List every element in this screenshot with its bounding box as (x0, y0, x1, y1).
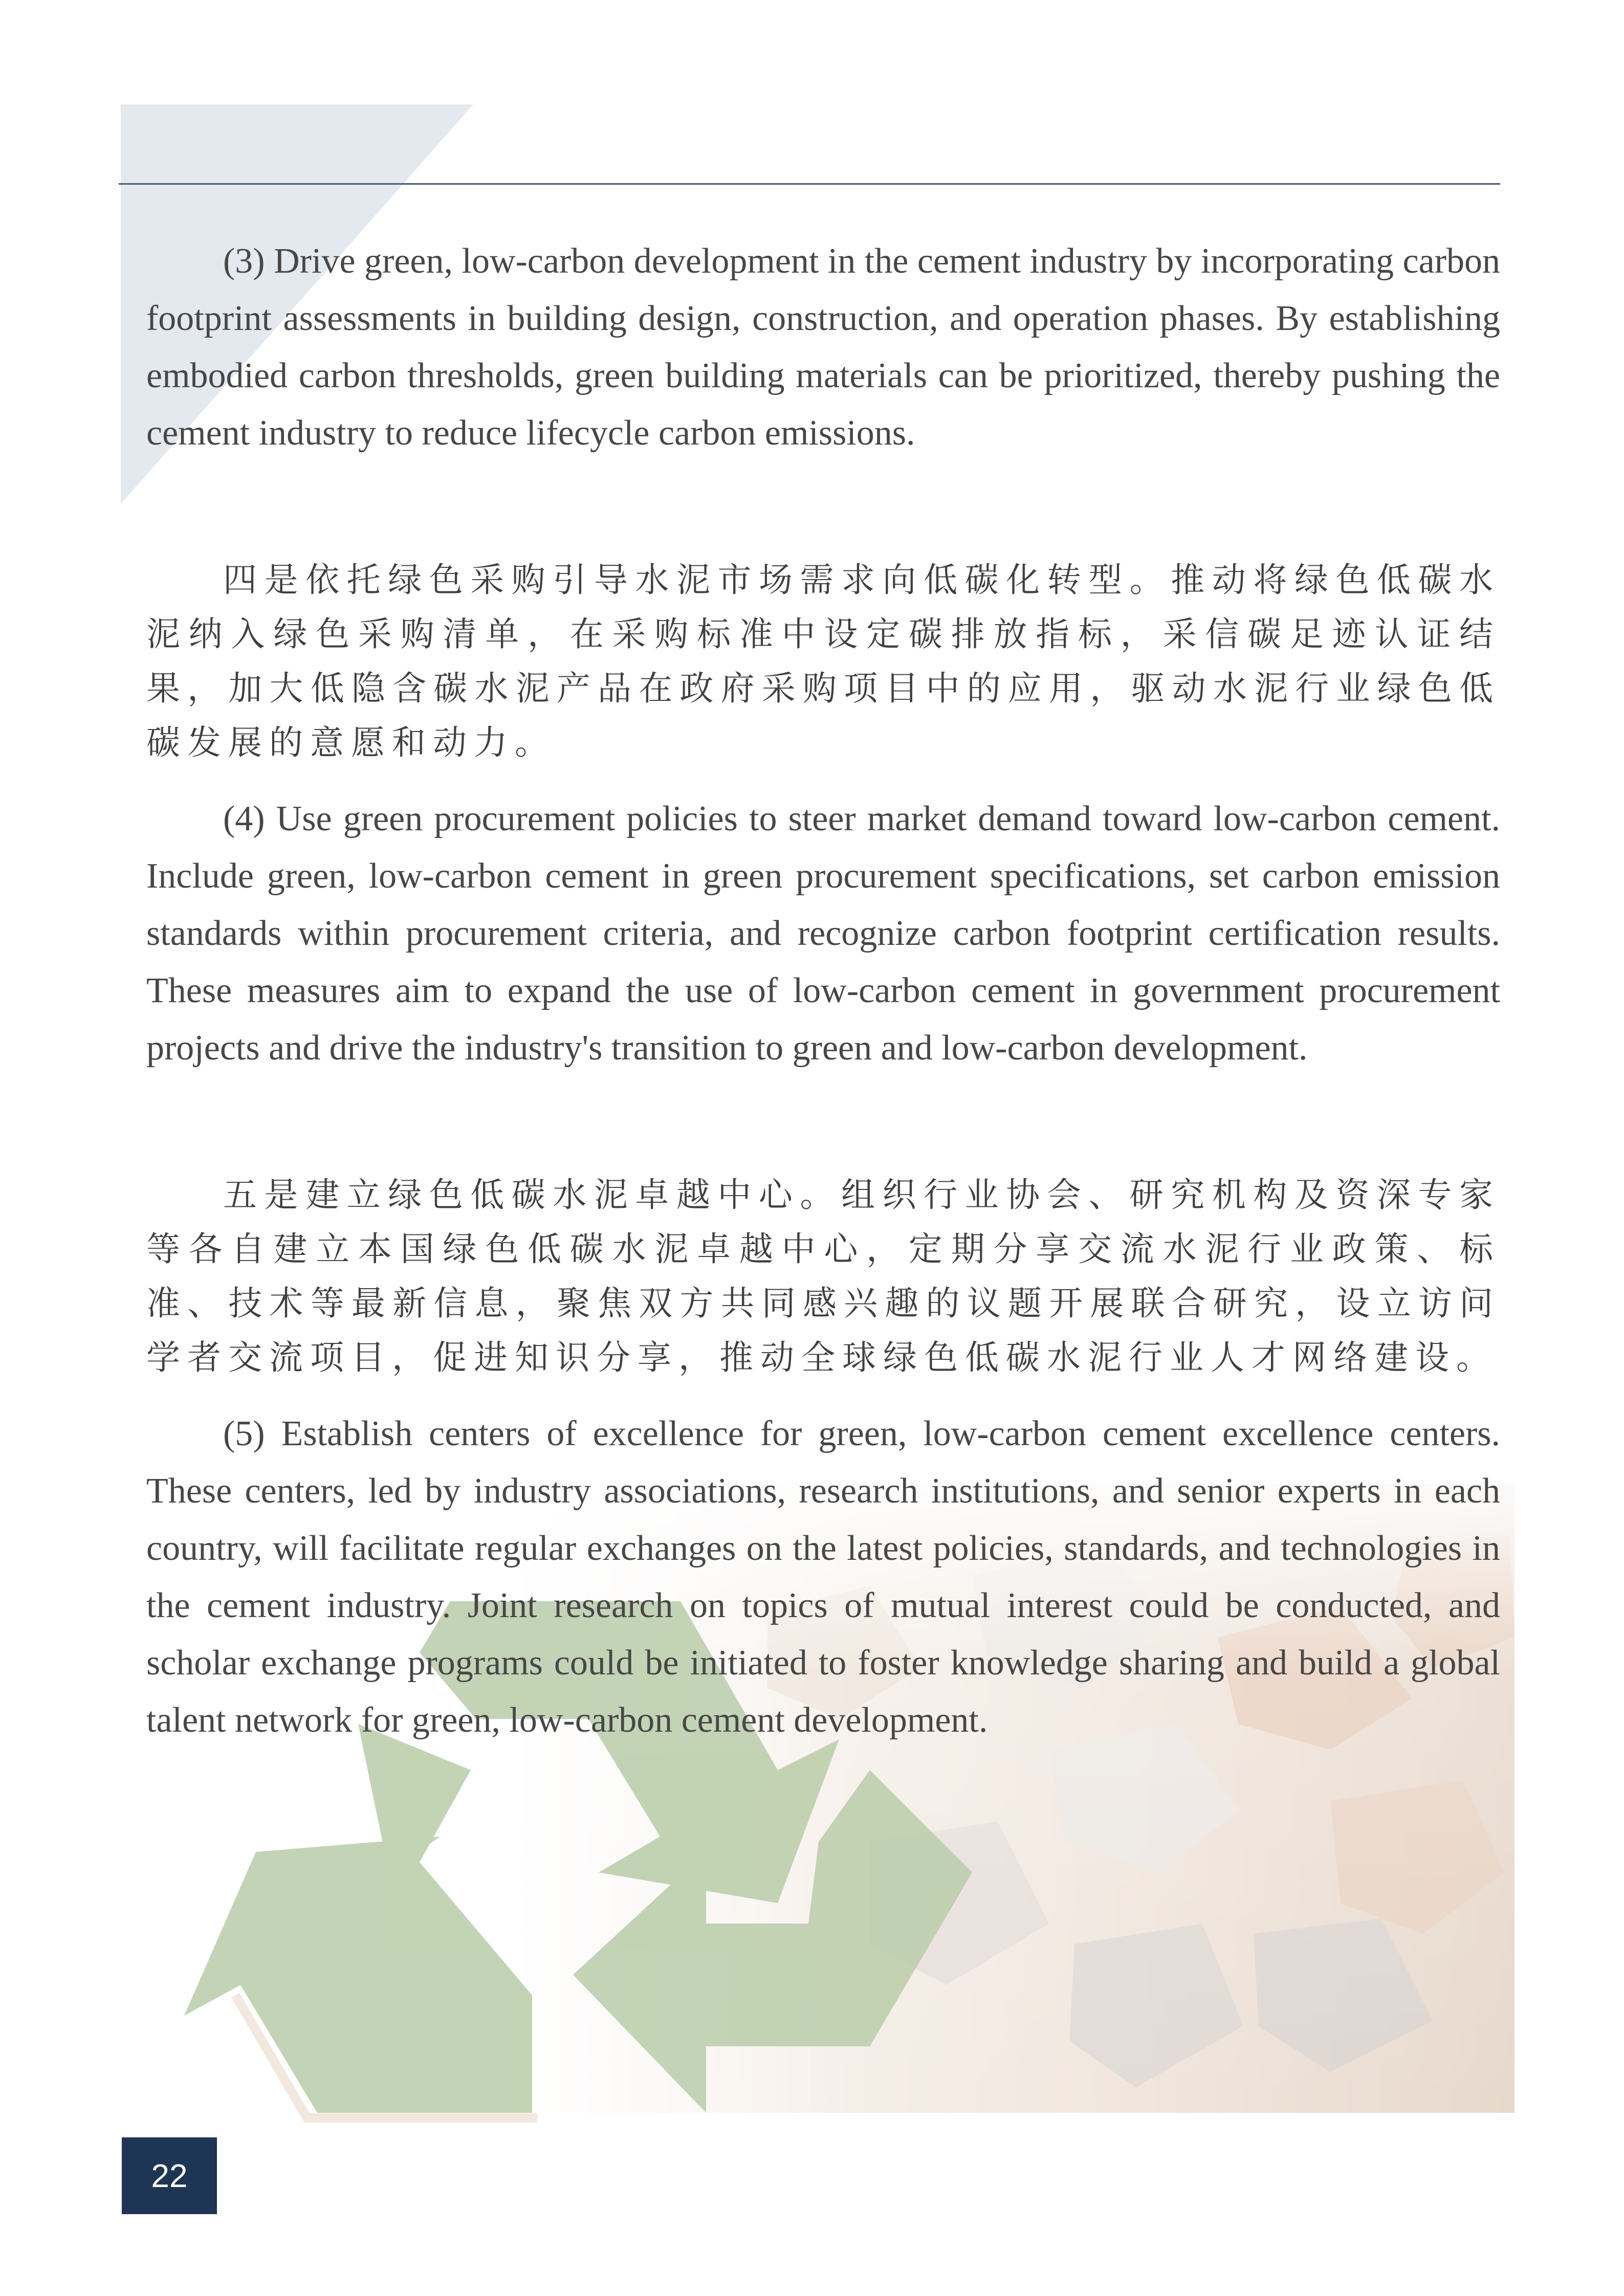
page-content (146, 233, 1500, 1749)
header-rule (119, 183, 1500, 185)
paragraph-5-english: (5) Establish centers of excellence for green, low-carbon cement excellence centers. These centers, led by industry associations, research institutions, and senior experts in each country, will facilitate regular exchanges on the latest policies, standards, and technologies in the cement industry. Joint research on topics of mutual interest could be conducted, and scholar exchange programs could be initiated to foster knowledge sharing and build a global talent network for green, low-carbon cement development. (146, 1414, 1500, 1740)
page-number-badge: 22 (122, 2137, 217, 2214)
paragraph-4-chinese: 四是依托绿色采购引导水泥市场需求向低碳化转型。推动将绿色低碳水泥纳入绿色采购清单，在采购标准中设定碳排放指标，采信碳足迹认证结果，加大低隐含碳水泥产品在政府采购项目中的应用，驱动水泥行业绿色低碳发展的意愿和动力。 (146, 560, 1500, 762)
paragraph-5-chinese: 五是建立绿色低碳水泥卓越中心。组织行业协会、研究机构及资深专家等各自建立本国绿色低碳水泥卓越中心，定期分享交流水泥行业政策、标准、技术等最新信息，聚焦双方共同感兴趣的议题开展联合研究，设立访问学者交流项目，促进知识分享，推动全球绿色低碳水泥行业人才网络建设。 (146, 1175, 1500, 1377)
paragraph-3-english: (3) Drive green, low-carbon development in the cement industry by incorporating carbon footprint assessments in building design, construction, and operation phases. By establishing embodied carbon thresholds, green building materials can be prioritized, thereby pushing the cement industry to reduce lifecycle carbon emissions. (146, 241, 1500, 453)
paragraph-4-english: (4) Use green procurement policies to steer market demand toward low-carbon cement. Include green, low-carbon cement in green procurement specifications, set carbon emission standards within procurement criteria, and recognize carbon footprint certification results. These measures aim to expand the use of low-carbon cement in government procurement projects and drive the industry's transition to green and low-carbon development. (146, 799, 1500, 1068)
